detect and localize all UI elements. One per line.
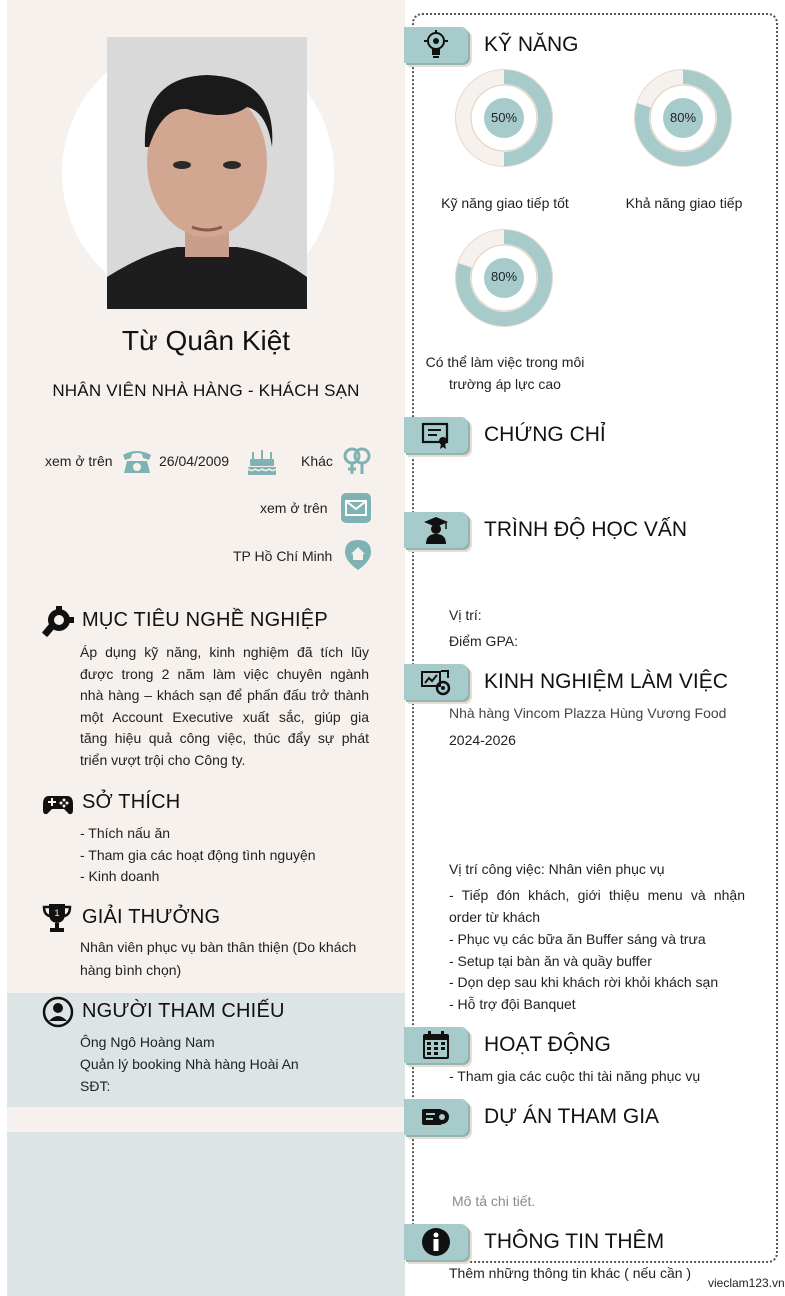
duty-line: - Tiếp đón khách, giới thiệu menu và nhận (449, 887, 745, 903)
hobby-item: - Kinh doanh (80, 868, 160, 884)
calendar-icon (422, 1030, 450, 1060)
award-line: hàng bình chọn) (80, 962, 182, 978)
location-icon (342, 539, 374, 571)
activity-item: - Tham gia các cuộc thi tài năng phục vụ (449, 1068, 701, 1084)
projects-tab (404, 1099, 468, 1135)
hobby-item: - Thích nấu ăn (80, 825, 171, 841)
project-gear-icon (421, 1103, 451, 1131)
experience-tab (404, 664, 468, 700)
skills-tab (404, 27, 468, 63)
skill-percent: 50% (490, 110, 518, 125)
chart-gear-icon (421, 668, 451, 696)
birthday-text: 26/04/2009 (159, 453, 230, 469)
phone-icon (121, 445, 153, 477)
reference-user-icon (42, 996, 74, 1028)
certificate-icon (421, 421, 451, 449)
duty-line: - Hỗ trợ đội Banquet (449, 996, 576, 1012)
experience-period: 2024-2026 (449, 732, 516, 748)
skill-percent: 80% (669, 110, 697, 125)
left-column-footer (7, 1132, 405, 1296)
skill-percent: 80% (490, 269, 518, 284)
references-heading: NGƯỜI THAM CHIẾU (82, 1000, 285, 1022)
avatar (107, 37, 307, 309)
job-title: NHÂN VIÊN NHÀ HÀNG - KHÁCH SẠN (52, 381, 360, 400)
objective-line: được trong 2 năm làm việc chuyên ngành (80, 665, 369, 682)
awards-heading: GIẢI THƯỞNG (82, 906, 221, 928)
extra-info-text: Thêm những thông tin khác ( nếu cần ) (449, 1265, 692, 1281)
objective-line: triển vượt trội cho Công ty. (80, 752, 246, 768)
info-icon (421, 1227, 451, 1257)
projects-heading: DỰ ÁN THAM GIA (484, 1105, 660, 1128)
activities-heading: HOẠT ĐỘNG (484, 1033, 611, 1056)
email-text: xem ở trên (260, 500, 328, 516)
duty-line: order từ khách (449, 909, 541, 925)
objective-line: một Account Executive xuất sắc, giúp gia (80, 708, 369, 725)
gender-text: Khác (301, 453, 333, 469)
skill-label: trường áp lực cao (449, 376, 561, 392)
skill-label: Kỹ năng giao tiếp tốt (441, 195, 569, 211)
objective-heading: MỤC TIÊU NGHỀ NGHIỆP (82, 609, 328, 631)
duty-line: - Setup tại bàn ăn và quầy buffer (449, 953, 652, 969)
education-heading: TRÌNH ĐỘ HỌC VẤN (484, 518, 688, 541)
extra-info-heading: THÔNG TIN THÊM (484, 1230, 665, 1253)
gamepad-icon (42, 788, 74, 820)
education-tab (404, 512, 468, 548)
experience-heading: KINH NGHIỆM LÀM VIỆC (484, 670, 728, 693)
phone-text: xem ở trên (45, 453, 113, 469)
certificates-heading: CHỨNG CHỈ (484, 423, 606, 446)
hobby-item: - Tham gia các hoạt động tình nguyện (80, 847, 316, 863)
svg-text:1: 1 (54, 908, 60, 918)
reference-phone: SĐT: (80, 1078, 111, 1094)
experience-company: Nhà hàng Vincom Plazza Hùng Vương Food (449, 705, 727, 721)
extra-info-tab (404, 1224, 468, 1260)
duty-line: - Phục vụ các bữa ăn Buffer sáng và trưa (449, 931, 706, 947)
education-gpa: Điểm GPA: (449, 633, 518, 649)
hobbies-heading: SỞ THÍCH (82, 791, 181, 813)
skills-heading: KỸ NĂNG (484, 33, 579, 56)
skill-label: Có thể làm việc trong môi (425, 354, 585, 370)
award-line: Nhân viên phục vụ bàn thân thiện (Do khách (80, 939, 357, 955)
skill-label: Khả năng giao tiếp (625, 195, 743, 211)
watermark-text: vieclam123.vn (708, 1276, 785, 1290)
lightbulb-gear-icon (421, 30, 451, 60)
objective-line: nhà hàng – khách sạn để phấn đấu trở thành (80, 687, 369, 704)
duty-line: - Dọn dẹp sau khi khách rời khỏi khách sạn (449, 974, 719, 990)
candidate-name: Từ Quân Kiệt (121, 325, 291, 356)
birthday-cake-icon (246, 444, 278, 476)
education-position: Vị trí: (449, 607, 482, 623)
certificates-tab (404, 417, 468, 453)
experience-role: Vị trí công việc: Nhân viên phục vụ (449, 861, 665, 877)
trophy-icon (42, 902, 74, 934)
objective-line: tăng hiệu quả công việc, thúc đẩy sự phát (80, 730, 369, 747)
career-goal-icon (42, 606, 74, 638)
projects-description: Mô tả chi tiết. (452, 1193, 536, 1209)
gender-icon (341, 444, 373, 476)
address-text: TP Hồ Chí Minh (233, 548, 333, 564)
activities-tab (404, 1027, 468, 1063)
reference-name: Ông Ngô Hoàng Nam (80, 1034, 215, 1050)
email-icon (340, 492, 372, 524)
graduate-icon (421, 515, 451, 545)
reference-position: Quản lý booking Nhà hàng Hoài An (80, 1056, 299, 1072)
objective-line: Áp dụng kỹ năng, kinh nghiệm đã tích lũy (80, 644, 369, 660)
